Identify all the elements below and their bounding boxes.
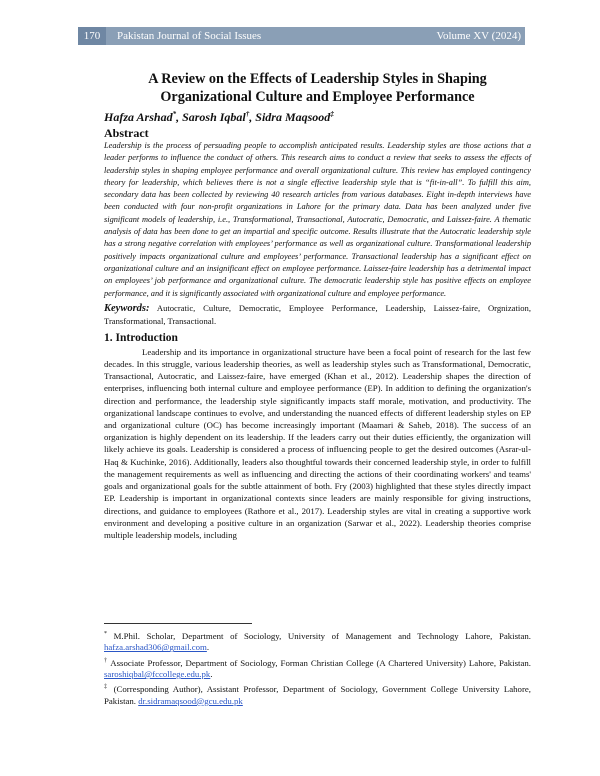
email-link[interactable]: hafza.arshad306@gmail.com bbox=[104, 642, 207, 653]
author-separator: , bbox=[249, 110, 256, 124]
author-mark: * bbox=[172, 110, 177, 118]
intro-paragraph: Leadership and its importance in organizational structure have been a focal point of research for the last few decades. In this struggle, various leadership theories, as well as leadership styles such as Transformational, Democratic, Transactional, Autocratic, and Laissez-faire, have emerged (Khan et al., 2012). Leadership shapes the direction of enterprises, influencing both internal culture and employee performance (EP). In addition to defining the organization's direction and performance, the leadership style significantly impacts staff morale, motivation, and productivity. The organizational landscape continues to evolve, and understanding the nuanced effects of different leadership styles on EP and organizational culture (OC) has become increasingly important (Maamari & Saheb, 2018). The success of an organization is highly dependent on its leadership. If the leaders carry out their duties efficiently, the organization will likely achieve its goals. Leadership is considered a process of influencing people to get the desired outcomes (Asrar-ul-Haq & Kuchinke, 2016). Additionally, leaders also thoughtful towards their concerned leadership style, in order to fulfill the management requirements as well as influencing and directing the actions of their coordinating workers' and teams' goals and organizational goals for the subtle attainment of both. Fry (2003) highlighted that these styles directly impact EP. Leadership is important in organizational contexts since leaders are mainly responsible for giving instructions, directions, and guidance to employees (Rathore et al., 2017). Leadership styles are vital in creating a supportive work environment and developing a positive culture in an organization (Sarwar et al., 2022). Leadership theories comprise multiple leadership models, including bbox=[104, 346, 531, 540]
author-name: Sidra Maqsood bbox=[255, 110, 331, 124]
volume-label: Volume XV (2024) bbox=[436, 30, 521, 42]
author-mark: † bbox=[245, 110, 250, 118]
abstract-heading: Abstract bbox=[104, 126, 149, 140]
journal-name: Pakistan Journal of Social Issues bbox=[117, 30, 262, 42]
footnote-mark: † bbox=[104, 657, 108, 664]
footnote-text: Associate Professor, Department of Sociology, Forman Christian College (A Chartered University) Lahore, Pakistan. bbox=[107, 657, 531, 668]
running-header bbox=[78, 27, 525, 45]
keywords-label: Keywords: bbox=[104, 302, 150, 314]
author-separator: , bbox=[176, 110, 183, 124]
footnote-mark: ‡ bbox=[104, 684, 110, 691]
footnote bbox=[104, 629, 531, 654]
footnote-text: (Corresponding Author), Assistant Professor, Department of Sociology, Government College University Lahore, Pakistan. bbox=[104, 684, 531, 706]
section-heading: 1. Introduction bbox=[104, 331, 178, 344]
footnote bbox=[104, 656, 531, 681]
author-list bbox=[104, 107, 531, 124]
footnote-divider bbox=[104, 623, 252, 624]
footnotes bbox=[104, 629, 531, 709]
footnote-tail: . bbox=[210, 669, 213, 680]
footnote-text: M.Phil. Scholar, Department of Sociology, University of Management and Technology Lahore, Pakistan. bbox=[107, 630, 531, 641]
author-name: Sarosh Iqbal bbox=[182, 110, 246, 124]
author-name: Hafza Arshad bbox=[104, 110, 173, 124]
keywords bbox=[104, 302, 531, 327]
footnote-mark: * bbox=[104, 631, 107, 637]
footnote bbox=[104, 682, 531, 707]
keywords-list: Autocratic, Culture, Democratic, Employee Performance, Leadership, Laissez-faire, Orgnization, Transformational, Transactional. bbox=[104, 302, 531, 326]
article-body bbox=[104, 70, 531, 541]
email-link[interactable]: saroshiqbal@fccollege.edu.pk bbox=[104, 669, 211, 680]
article-title: A Review on the Effects of Leadership Styles in Shaping Organizational Culture and Employee Performance bbox=[148, 71, 487, 105]
footnote-tail: . bbox=[206, 642, 210, 653]
page-number: 170 bbox=[78, 27, 106, 45]
email-link[interactable]: dr.sidramaqsood@gcu.edu.pk bbox=[138, 695, 243, 706]
author-mark: ‡ bbox=[330, 110, 334, 118]
abstract-text: Leadership is the process of persuading people to accomplish anticipated results. Leadership styles are those actions that a leader performs to influence the conduct of others. This research aims to conduct a review that seeks to assess the effects of leadership styles in shaping employee performance and overall organizational culture. This review has employed contingency theory for leadership, which believes there is not a single effective leadership style that is “fit-in-all”. To fulfill this aim, secondary data has been collected by reviewing 40 research articles from various databases. Eight in-depth interviews have been conducted with four non-profit organizations in Lahore for the primary data. Data has been analyzed under five significant models of leadership, i.e., Transformational, Transactional, Autocratic, Democratic, and Laissez-faire. A thematic analysis of data has been done to get an impartial and specific outcome. Results illustrate that the Autocratic leadership style has a strong negative correlation with employees’ performance as well as organizational culture. Transformational leadership positively impacts organizational culture and employees’ performance. Transactional leadership has a significant effect on organizational culture and an insignificant effect on employee performance. Laissez-faire leadership has a detrimental impact on employees’ job performance and organizational culture. The democratic leadership style has positive effects on employee performance, and it is significantly associated with organizational culture and employee performance. bbox=[104, 141, 531, 298]
